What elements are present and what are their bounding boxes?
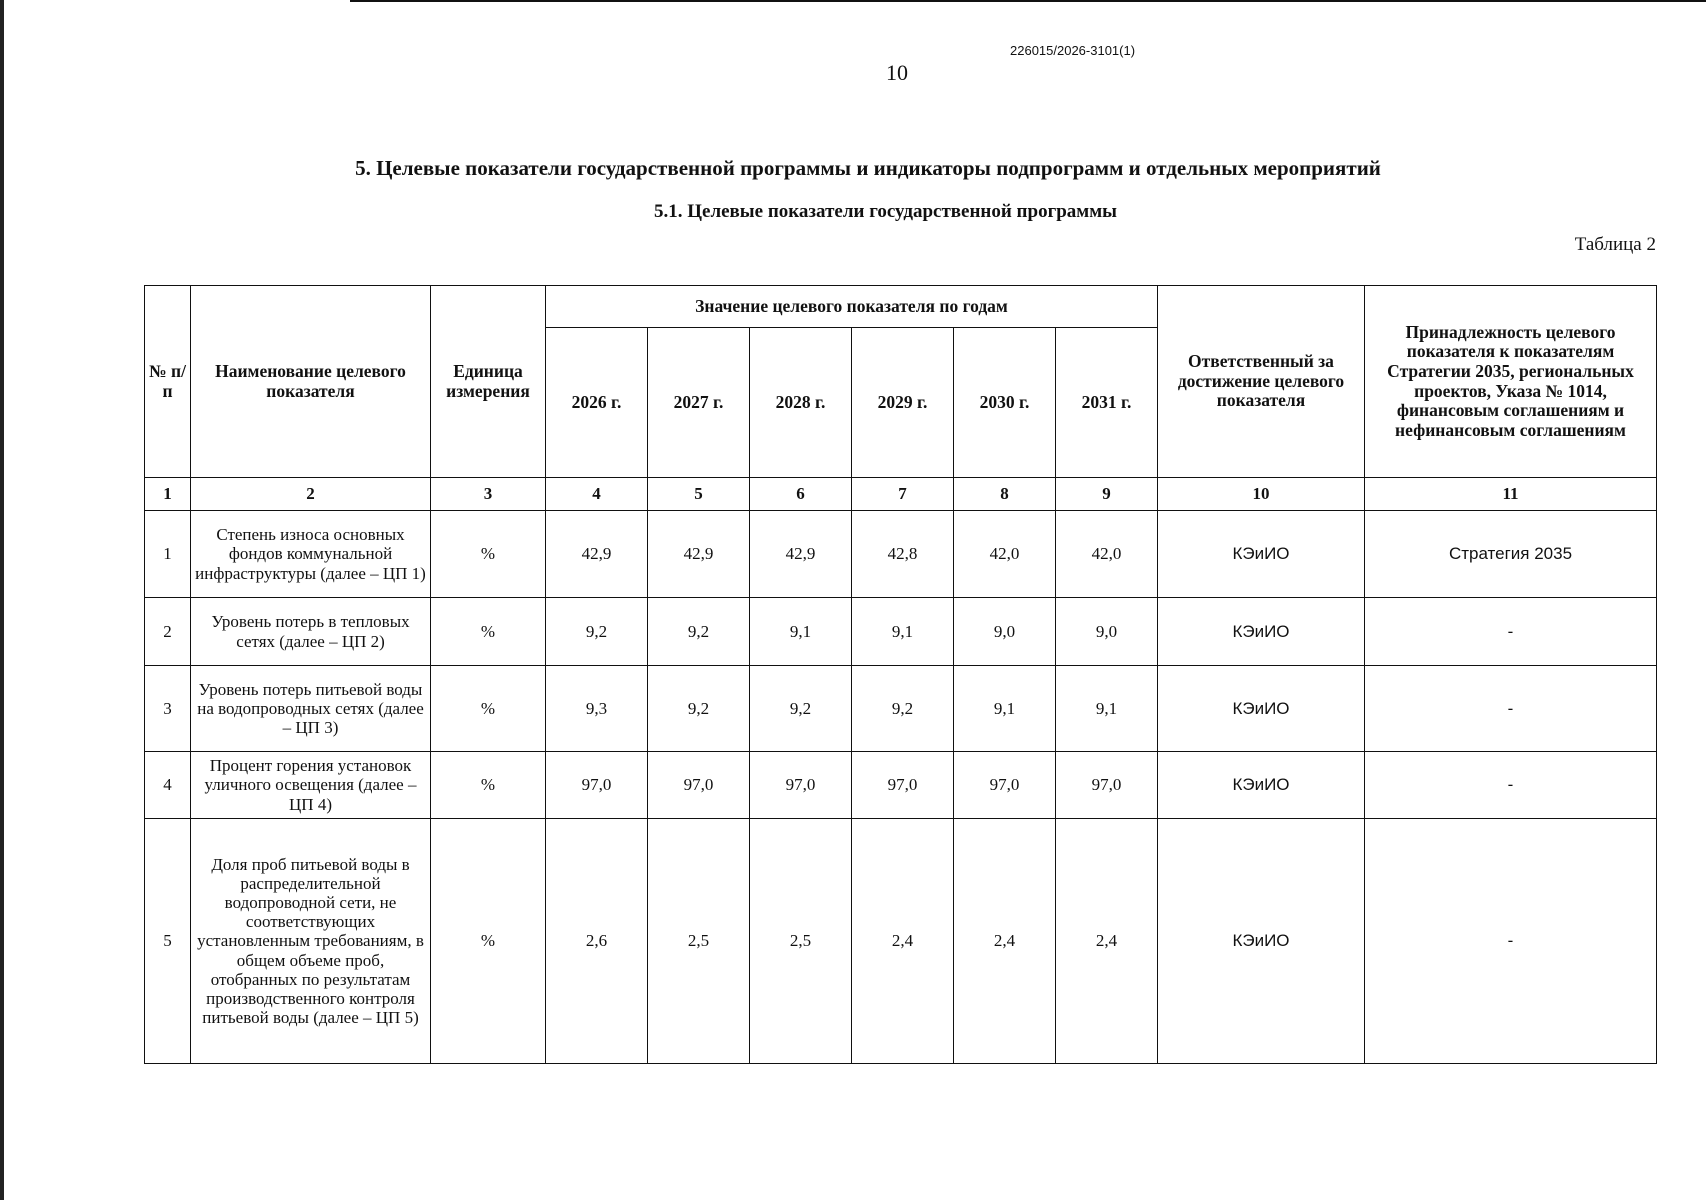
header-num: № п/п bbox=[145, 286, 191, 478]
indicator-belonging: - bbox=[1365, 666, 1657, 752]
column-number: 8 bbox=[954, 478, 1056, 511]
row-num: 3 bbox=[145, 666, 191, 752]
indicator-value: 42,8 bbox=[852, 511, 954, 598]
header-year: 2026 г. bbox=[546, 328, 648, 478]
row-num: 1 bbox=[145, 511, 191, 598]
indicator-value: 2,4 bbox=[954, 819, 1056, 1064]
indicator-value: 97,0 bbox=[954, 752, 1056, 819]
row-num: 4 bbox=[145, 752, 191, 819]
header-year: 2027 г. bbox=[648, 328, 750, 478]
responsible-party: КЭиИО bbox=[1158, 598, 1365, 666]
scan-top-line bbox=[350, 0, 1706, 2]
indicator-belonging: - bbox=[1365, 598, 1657, 666]
column-number: 10 bbox=[1158, 478, 1365, 511]
header-responsible: Ответственный за достижение целевого показателя bbox=[1158, 286, 1365, 478]
column-number: 3 bbox=[431, 478, 546, 511]
row-num: 2 bbox=[145, 598, 191, 666]
header-values-group: Значение целевого показателя по годам bbox=[546, 286, 1158, 328]
table-row bbox=[145, 598, 1657, 666]
document-id: 226015/2026-3101(1) bbox=[1010, 43, 1136, 58]
indicator-name: Степень износа основных фондов коммунальной инфраструктуры (далее – ЦП 1) bbox=[191, 511, 431, 598]
header-belonging: Принадлежность целевого показателя к показателям Стратегии 2035, региональных проектов, Указа № 1014, финансовым соглашениям и нефинансовым соглашениям bbox=[1365, 286, 1657, 478]
header-year: 2031 г. bbox=[1056, 328, 1158, 478]
indicator-name: Уровень потерь в тепловых сетях (далее – ЦП 2) bbox=[191, 598, 431, 666]
indicator-unit: % bbox=[431, 819, 546, 1064]
section-heading: 5. Целевые показатели государственной программы и индикаторы подпрограмм и отдельных мероприятий bbox=[355, 156, 1381, 180]
column-number: 11 bbox=[1365, 478, 1657, 511]
indicator-value: 9,1 bbox=[852, 598, 954, 666]
indicator-value: 97,0 bbox=[546, 752, 648, 819]
column-number: 9 bbox=[1056, 478, 1158, 511]
indicator-value: 9,2 bbox=[648, 598, 750, 666]
indicator-name: Процент горения установок уличного освещения (далее – ЦП 4) bbox=[191, 752, 431, 819]
indicator-value: 97,0 bbox=[648, 752, 750, 819]
indicator-belonging: Стратегия 2035 bbox=[1365, 511, 1657, 598]
indicator-value: 2,5 bbox=[750, 819, 852, 1064]
header-name: Наименование целевого показателя bbox=[191, 286, 431, 478]
indicator-value: 42,9 bbox=[750, 511, 852, 598]
responsible-party: КЭиИО bbox=[1158, 511, 1365, 598]
subsection-heading: 5.1. Целевые показатели государственной программы bbox=[653, 201, 1117, 222]
indicator-value: 97,0 bbox=[1056, 752, 1158, 819]
indicator-value: 9,1 bbox=[750, 598, 852, 666]
header-year: 2028 г. bbox=[750, 328, 852, 478]
column-number: 1 bbox=[145, 478, 191, 511]
indicator-value: 97,0 bbox=[750, 752, 852, 819]
indicator-value: 9,2 bbox=[750, 666, 852, 752]
indicator-value: 9,2 bbox=[648, 666, 750, 752]
table-row bbox=[145, 819, 1657, 1064]
indicator-unit: % bbox=[431, 598, 546, 666]
indicator-value: 42,9 bbox=[546, 511, 648, 598]
header-year: 2030 г. bbox=[954, 328, 1056, 478]
indicator-value: 9,1 bbox=[954, 666, 1056, 752]
indicator-value: 42,0 bbox=[1056, 511, 1158, 598]
column-number-row bbox=[145, 478, 1657, 511]
responsible-party: КЭиИО bbox=[1158, 666, 1365, 752]
table-row bbox=[145, 752, 1657, 819]
indicator-value: 2,6 bbox=[546, 819, 648, 1064]
table-row bbox=[145, 666, 1657, 752]
indicator-value: 9,2 bbox=[852, 666, 954, 752]
responsible-party: КЭиИО bbox=[1158, 819, 1365, 1064]
column-number: 6 bbox=[750, 478, 852, 511]
indicator-value: 42,9 bbox=[648, 511, 750, 598]
indicator-value: 9,0 bbox=[954, 598, 1056, 666]
indicator-value: 9,0 bbox=[1056, 598, 1158, 666]
indicator-value: 2,4 bbox=[852, 819, 954, 1064]
indicator-belonging: - bbox=[1365, 819, 1657, 1064]
indicator-value: 97,0 bbox=[852, 752, 954, 819]
column-number: 7 bbox=[852, 478, 954, 511]
indicator-unit: % bbox=[431, 511, 546, 598]
target-indicators-table bbox=[144, 285, 1657, 1064]
header-year: 2029 г. bbox=[852, 328, 954, 478]
indicator-value: 9,3 bbox=[546, 666, 648, 752]
responsible-party: КЭиИО bbox=[1158, 752, 1365, 819]
column-number: 2 bbox=[191, 478, 431, 511]
indicator-belonging: - bbox=[1365, 752, 1657, 819]
table-label: Таблица 2 bbox=[1574, 234, 1656, 255]
indicator-unit: % bbox=[431, 666, 546, 752]
indicator-name: Уровень потерь питьевой воды на водопроводных сетях (далее – ЦП 3) bbox=[191, 666, 431, 752]
indicator-unit: % bbox=[431, 752, 546, 819]
indicator-value: 2,4 bbox=[1056, 819, 1158, 1064]
column-number: 5 bbox=[648, 478, 750, 511]
header-unit: Единица измерения bbox=[431, 286, 546, 478]
page-number: 10 bbox=[886, 60, 908, 85]
indicator-value: 9,2 bbox=[546, 598, 648, 666]
row-num: 5 bbox=[145, 819, 191, 1064]
indicator-value: 42,0 bbox=[954, 511, 1056, 598]
table-row bbox=[145, 511, 1657, 598]
indicator-value: 9,1 bbox=[1056, 666, 1158, 752]
column-number: 4 bbox=[546, 478, 648, 511]
indicator-name: Доля проб питьевой воды в распределительной водопроводной сети, не соответствующих установленным требованиям, в общем объеме проб, отобранных по результатам производственного контроля питьевой воды (далее – ЦП 5) bbox=[191, 819, 431, 1064]
indicator-value: 2,5 bbox=[648, 819, 750, 1064]
